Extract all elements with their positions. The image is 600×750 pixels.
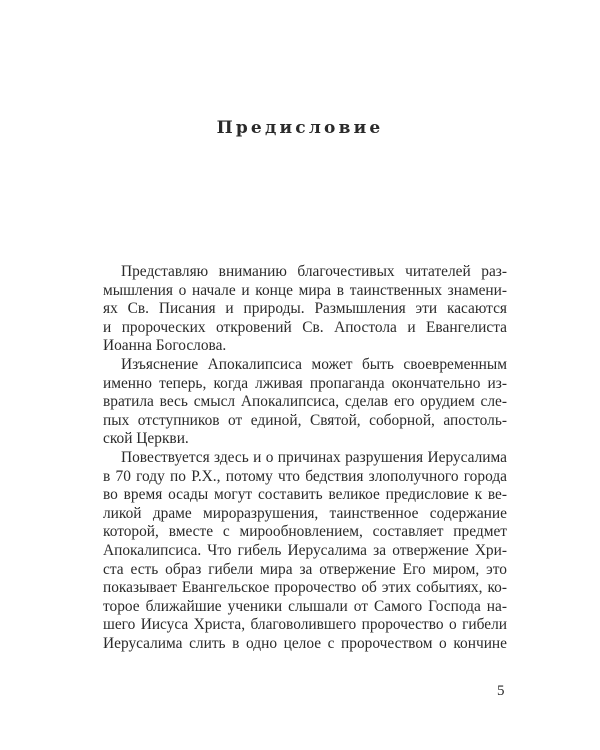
paragraph: [103, 449, 507, 654]
paragraph: [103, 263, 507, 356]
text-line: именно теперь, когда лживая пропаганда окончательно из-: [103, 374, 507, 392]
text-line: Изъяснение Апокалипсиса может быть своевременным: [121, 355, 507, 373]
text-line: пых отступников от единой, Святой, соборной, апостоль-: [103, 411, 507, 429]
text-line: шего Иисуса Христа, благоволившего пророчество о гибели: [103, 616, 507, 634]
text-line: ста есть образ гибели мира за отвержение Его миром, это: [103, 560, 507, 578]
text-line: ликой драме мироразрушения, таинственное содержание: [103, 504, 507, 522]
text-line: Апокалипсиса. Что гибель Иерусалима за отвержение Хри-: [103, 541, 507, 559]
body-text: [103, 263, 507, 653]
text-line: мышления о начале и конце мира в таинственных знамени-: [103, 281, 507, 299]
text-line: в 70 году по Р.Х., потому что бедствия злополучного города: [103, 467, 507, 485]
paragraph: [103, 356, 507, 449]
page-title: Предисловие: [216, 118, 384, 138]
page-number: 5: [497, 683, 505, 699]
text-line: во время осады могут составить великое предисловие к ве-: [103, 486, 507, 504]
text-line: ях Св. Писания и природы. Размышления эти касаются: [103, 300, 507, 318]
text-line: вратила весь смысл Апокалипсиса, сделав его орудием сле-: [103, 393, 507, 411]
text-line: показывает Евангельское пророчество об этих событиях, ко-: [103, 579, 507, 597]
text-line: ской Церкви.: [103, 430, 189, 448]
text-line: торое ближайшие ученики слышали от Самого Господа на-: [103, 597, 507, 615]
text-line: Иерусалима слить в одно целое с пророчеством о кончине: [103, 634, 507, 652]
text-line: и пророческих откровений Св. Апостола и Евангелиста: [103, 318, 507, 336]
text-line: которой, вместе с мирообновлением, составляет предмет: [103, 523, 507, 541]
text-line: Представляю вниманию благочестивых читателей раз-: [121, 263, 507, 280]
text-line: Повествуется здесь и о причинах разрушения Иерусалима: [121, 448, 507, 466]
text-line: Иоанна Богослова.: [103, 337, 227, 355]
